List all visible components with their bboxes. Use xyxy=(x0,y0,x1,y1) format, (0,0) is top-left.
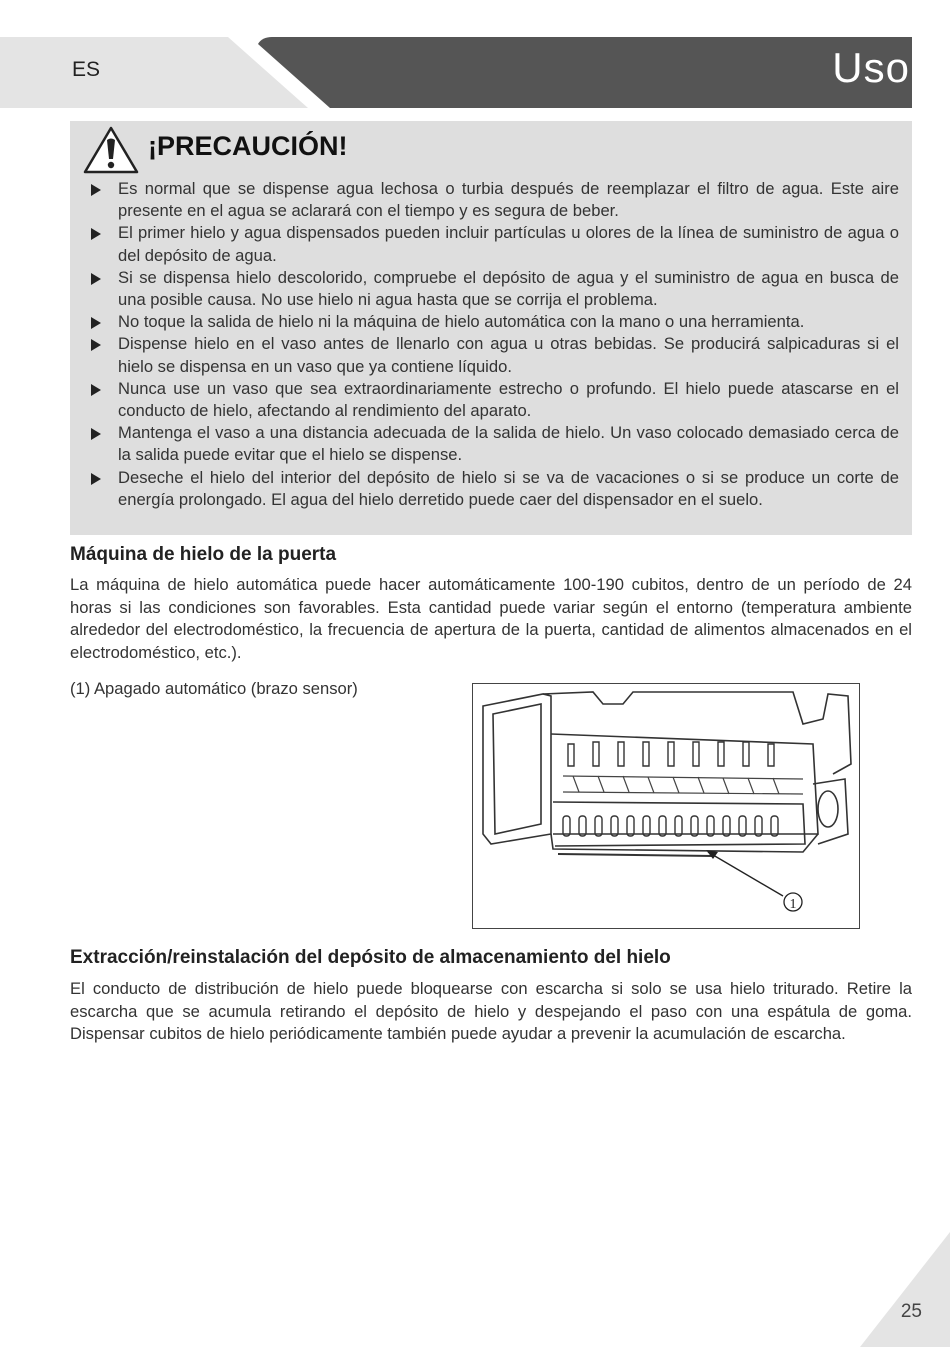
caution-title: ¡PRECAUCIÓN! xyxy=(148,131,348,161)
section-title: Uso xyxy=(832,44,910,91)
icemaker-body: La máquina de hielo automática puede hacer automáticamente 100-190 cubitos, dentro de un período de 24 horas si las condiciones son favorables. Esta cantidad puede variar según el entorno (temperatura ambiente alrededor del electrodoméstico, la frecuencia de apertura de la puerta, cantidad de alimentos almacenados en el electrodoméstico, etc.). xyxy=(70,575,912,662)
list-item: Mantenga el vaso a una distancia adecuada de la salida de hielo. Un vaso colocado demasiado cerca de la salida puede evitar que el hielo se dispense. xyxy=(118,422,899,466)
language-label: ES xyxy=(72,58,101,81)
list-item: Si se dispensa hielo descolorido, compruebe el depósito de agua y el suministro de agua en busca de una posible causa. No use hielo ni agua hasta que se corrija el problema. xyxy=(118,267,899,311)
warning-icon xyxy=(82,125,140,175)
icemaker-illustration xyxy=(473,684,859,928)
header-banner xyxy=(0,0,950,115)
list-item: Dispense hielo en el vaso antes de llenarlo con agua u otras bebidas. Se producirá salpicaduras si el hielo se dispensa en un vaso que ya contiene líquido. xyxy=(118,333,899,377)
removal-heading: Extracción/reinstalación del depósito de almacenamiento del hielo xyxy=(70,947,671,968)
icemaker-figure xyxy=(472,683,860,929)
corner-decoration xyxy=(860,1232,950,1347)
caution-box xyxy=(70,121,912,535)
icemaker-heading: Máquina de hielo de la puerta xyxy=(70,544,337,565)
figure-caption: (1) Apagado automático (brazo sensor) xyxy=(70,679,358,698)
list-item: No toque la salida de hielo ni la máquina de hielo automática con la mano o una herramienta. xyxy=(118,311,899,333)
list-item: El primer hielo y agua dispensados pueden incluir partículas u olores de la línea de suministro de agua o del depósito de agua. xyxy=(118,222,899,266)
list-item: Deseche el hielo del interior del depósito de hielo si se va de vacaciones o si se produce un corte de energía prolongado. El agua del hielo derretido puede caer del dispensador en el suelo. xyxy=(118,467,899,511)
callout-number: 1 xyxy=(789,897,797,912)
page-number: 25 xyxy=(900,1301,922,1322)
list-item: Es normal que se dispense agua lechosa o turbia después de reemplazar el filtro de agua. Este aire presente en el agua se aclarará con el tiempo y es segura de beber. xyxy=(118,178,899,222)
caution-list xyxy=(118,178,899,511)
list-item: Nunca use un vaso que sea extraordinariamente estrecho o profundo. El hielo puede atascarse en el conducto de hielo, afectando al rendimiento del aparato. xyxy=(118,378,899,422)
removal-body: El conducto de distribución de hielo puede bloquearse con escarcha si solo se usa hielo triturado. Retire la escarcha que se acumula retirando el depósito de hielo y despejando el paso con una espátula de goma. Dispensar cubitos de hielo periódicamente también puede ayudar a prevenir la acumulación de escarcha. xyxy=(70,979,912,1044)
